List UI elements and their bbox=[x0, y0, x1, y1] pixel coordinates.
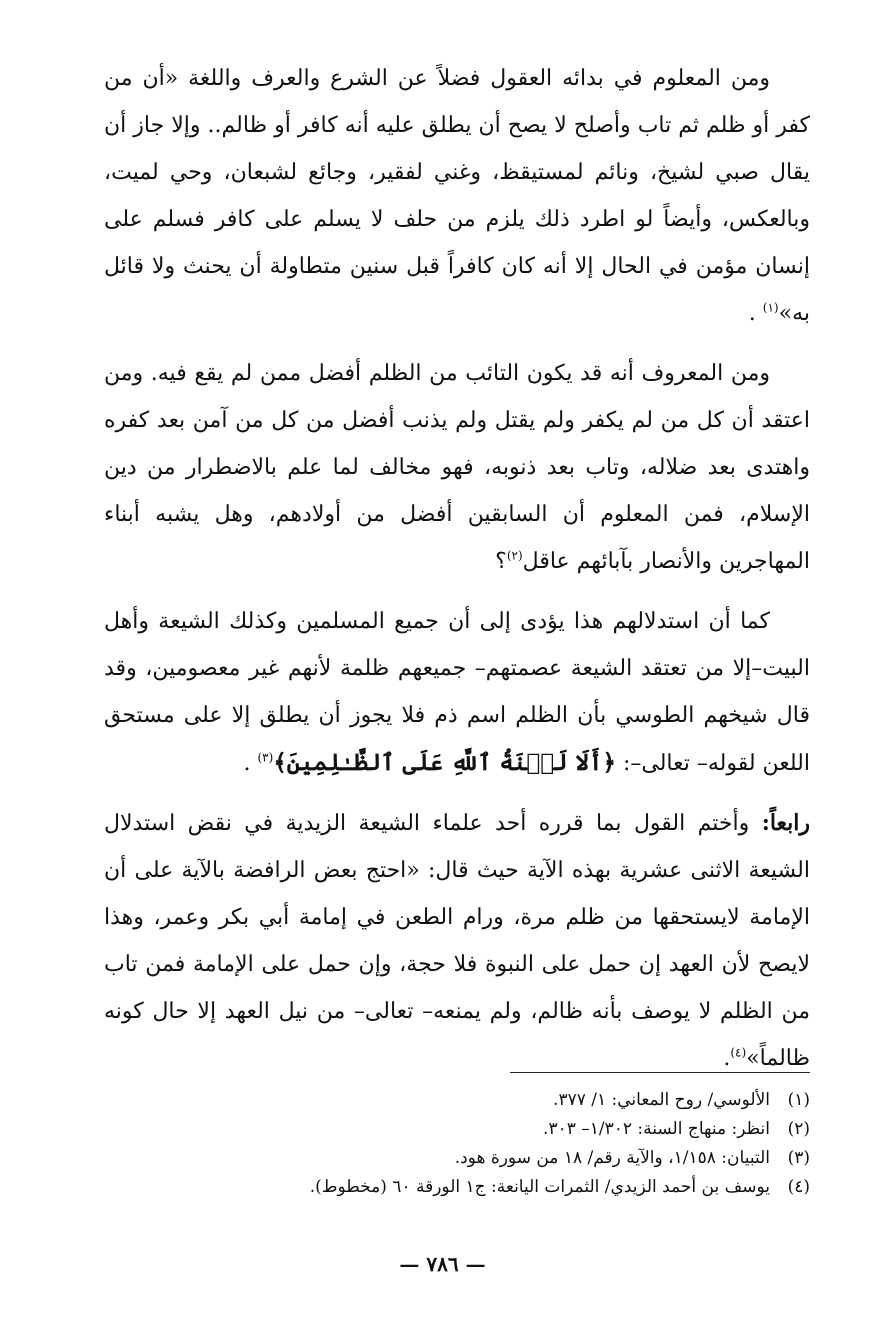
main-text bbox=[104, 55, 810, 1095]
paragraph-3-end: . bbox=[243, 751, 258, 776]
footnote-3 bbox=[104, 1144, 810, 1173]
footnote-2 bbox=[104, 1115, 810, 1144]
paragraph-1-end: . bbox=[748, 301, 763, 326]
footnote-ref-2: (٢) bbox=[506, 548, 523, 563]
footnote-number: (٢) bbox=[787, 1119, 810, 1139]
quran-verse: ﴿أَلَا لَعۡنَةُ ٱللَّهِ عَلَى ٱلظَّـٰلِمِينَ﴾ bbox=[273, 749, 616, 776]
paragraph-1 bbox=[104, 55, 810, 337]
footnote-text: يوسف بن أحمد الزيدي/ الثمرات اليانعة: ج١ الورقة ٦٠ (مخطوط). bbox=[309, 1177, 770, 1197]
footnote-1 bbox=[104, 1086, 810, 1115]
footnote-divider bbox=[510, 1072, 810, 1073]
footnote-text: انظر: منهاج السنة: ١/٣٠٢– ٣٠٣. bbox=[543, 1119, 770, 1139]
footnote-ref-1: (١) bbox=[762, 300, 779, 315]
paragraph-2 bbox=[104, 350, 810, 585]
footnote-text: التبيان: ١/١٥٨، والآية رقم/ ١٨ من سورة هود. bbox=[454, 1148, 770, 1168]
page-number: — ٧٨٦ — bbox=[399, 1252, 486, 1276]
paragraph-4-lead: رابعاً: bbox=[761, 810, 810, 836]
paragraph-3-text: كما أن استدلالهم هذا يؤدى إلى أن جميع المسلمين وكذلك الشيعة وأهل البيت–إلا من تعتقد الشيعة عصمتهم– جميعهم ظلمة لأنهم غير معصومين، وقد قال شيخهم الطوسي بأن الظلم اسم ذم فلا يجوز أن يطلق إلا على مستحق اللعن لقوله– تعالى–: bbox=[104, 609, 810, 776]
paragraph-1-text: ومن المعلوم في بدائه العقول فضلاً عن الشرع والعرف واللغة «أن من كفر أو ظلم ثم تاب وأصلح لا يصح أن يطلق عليه أنه كافر أو ظالم.. وإلا جاز أن يقال صبي لشيخ، ونائم لمستيقظ، وغني لفقير، وجائع لشبعان، وحي لميت، وبالعكس، وأيضاً لو اطرد ذلك يلزم من حلف لا يسلم على كافر فسلم على إنسان مؤمن في الحال إلا أنه كان كافراً قبل سنين متطاولة أن يحنث ولا قائل به» bbox=[104, 66, 810, 326]
paragraph-4-text: وأختم القول بما قرره أحد علماء الشيعة الزيدية في نقض استدلال الشيعة الاثنى عشرية بهذه الآية حيث قال: «احتج بعض الرافضة بالآية على أن الإمامة لايستحقها من ظلم مرة، ورام الطعن في إمامة أبي بكر وعمر، وهذا لايصح لأن العهد إن حمل على النبوة فلا حجة، وإن حمل على الإمامة فمن تاب من الظلم لا يوصف بأنه ظالم، ولم يمنعه– تعالى– من نيل العهد إلا حال كونه ظالماً» bbox=[104, 811, 810, 1071]
footnote-ref-3: (٣) bbox=[257, 750, 274, 765]
paragraph-3 bbox=[104, 598, 810, 787]
footnote-text: الألوسي/ روح المعاني: ١/ ٣٧٧. bbox=[553, 1090, 770, 1110]
footnote-number: (٣) bbox=[787, 1148, 810, 1168]
footnote-number: (١) bbox=[787, 1090, 810, 1110]
paragraph-4 bbox=[104, 800, 810, 1082]
paragraph-4-end: . bbox=[723, 1046, 731, 1071]
footnote-4 bbox=[104, 1173, 810, 1202]
footnotes bbox=[104, 1086, 810, 1202]
paragraph-2-text: ومن المعروف أنه قد يكون التائب من الظلم أفضل ممن لم يقع فيه. ومن اعتقد أن كل من لم يكفر ولم يقتل ولم يذنب أفضل من كل من آمن بعد كفره واهتدى بعد ضلاله، وتاب بعد ذنوبه، فهو مخالف لما علم بالاضطرار من دين الإسلام، فمن المعلوم أن السابقين أفضل من أولادهم، وهل يشبه أبناء المهاجرين والأنصار بآبائهم عاقل bbox=[104, 361, 810, 574]
footnote-number: (٤) bbox=[787, 1177, 810, 1197]
paragraph-2-end: ؟ bbox=[495, 549, 507, 574]
footnote-ref-4: (٤) bbox=[730, 1045, 747, 1060]
